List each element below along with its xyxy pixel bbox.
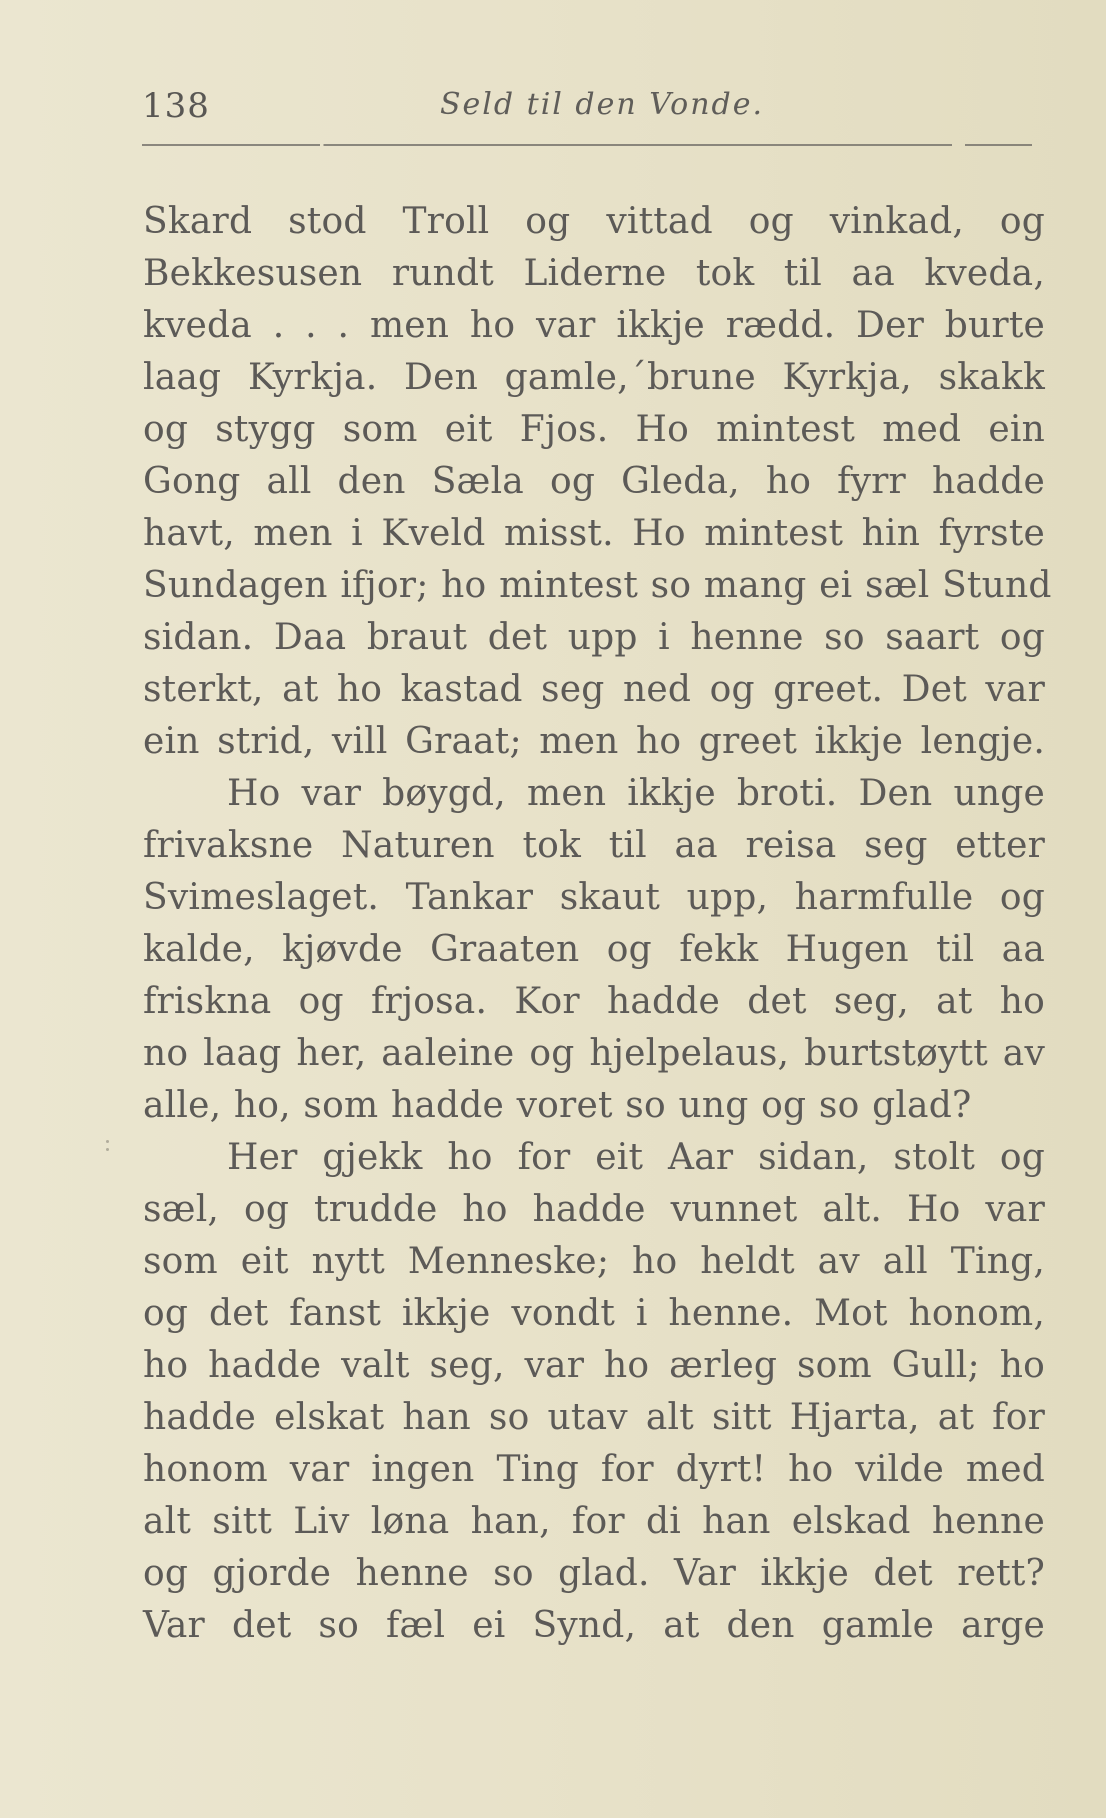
text-line: Skard stod Troll og vittad og vinkad, og — [143, 201, 1045, 242]
text-line: Gong all den Sæla og Gleda, ho fyrr hadde — [143, 461, 1045, 502]
text-line: ho hadde valt seg, var ho ærleg som Gull; ho — [143, 1345, 1045, 1386]
text-line: og stygg som eit Fjos. Ho mintest med ein — [143, 409, 1045, 450]
text-line: og det fanst ikkje vondt i henne. Mot honom, — [143, 1293, 1045, 1334]
text-line: kalde, kjøvde Graaten og fekk Hugen til aa — [143, 929, 1045, 970]
text-line: hadde elskat han so utav alt sitt Hjarta, at for — [143, 1397, 1045, 1438]
text-line: Her gjekk ho for eit Aar sidan, stolt og — [227, 1137, 1045, 1178]
margin-specks — [103, 1138, 113, 1158]
text-line: sterkt, at ho kastad seg ned og greet. Det var — [143, 669, 1045, 710]
page-number: 138 — [142, 86, 210, 126]
text-line: havt, men i Kveld misst. Ho mintest hin fyrste — [143, 513, 1045, 554]
text-line: ein strid, vill Graat; men ho greet ikkje lengje. — [143, 721, 1045, 762]
text-line: sidan. Daa braut det upp i henne so saart og — [143, 617, 1045, 658]
text-line: Bekkesusen rundt Liderne tok til aa kveda, — [143, 253, 1045, 294]
header-rule — [142, 144, 1032, 146]
text-line: sæl, og trudde ho hadde vunnet alt. Ho var — [143, 1189, 1045, 1230]
text-line: Sundagen ifjor; ho mintest so mang ei sæl Stund — [143, 565, 1052, 606]
text-line: kveda . . . men ho var ikkje rædd. Der burte — [143, 305, 1045, 346]
text-line: Svimeslaget. Tankar skaut upp, harmfulle og — [143, 877, 1045, 918]
text-line: Ho var bøygd, men ikkje broti. Den unge — [227, 773, 1045, 814]
text-line: friskna og frjosa. Kor hadde det seg, at ho — [143, 981, 1045, 1022]
running-title: Seld til den Vonde. — [440, 87, 765, 122]
text-line: Var det so fæl ei Synd, at den gamle arge — [143, 1605, 1045, 1646]
text-line: honom var ingen Ting for dyrt! ho vilde med — [143, 1449, 1045, 1490]
body-text — [143, 196, 1052, 1652]
text-line: og gjorde henne so glad. Var ikkje det rett? — [143, 1553, 1045, 1594]
text-line: alt sitt Liv løna han, for di han elskad henne — [143, 1501, 1045, 1542]
text-line: alle, ho, som hadde voret so ung og so glad? — [143, 1085, 972, 1126]
text-line: frivaksne Naturen tok til aa reisa seg etter — [143, 825, 1045, 866]
running-header — [142, 76, 1030, 132]
text-line: laag Kyrkja. Den gamle,´brune Kyrkja, skakk — [143, 357, 1045, 398]
text-line: som eit nytt Menneske; ho heldt av all Ting, — [143, 1241, 1045, 1282]
text-line: no laag her, aaleine og hjelpelaus, burtstøytt av — [143, 1033, 1045, 1074]
